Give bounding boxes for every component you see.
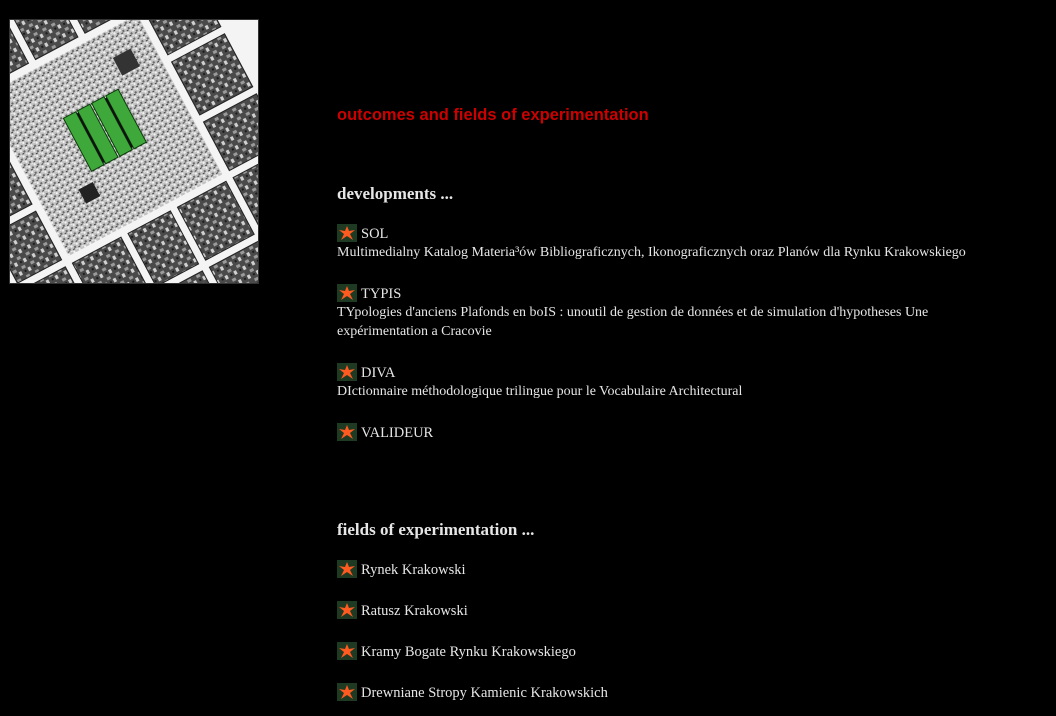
field-item-kramy: [337, 641, 1017, 661]
orange-star-bullet-icon: [337, 601, 357, 619]
field-item-ratusz: [337, 600, 1017, 620]
orange-star-bullet-icon: [337, 683, 357, 701]
development-item-valideur: [337, 422, 1017, 442]
fields-heading: fields of experimentation ...: [337, 520, 535, 539]
development-desc-typis: TYpologies d'anciens Plafonds en boIS : unoutil de gestion de données et de simulation d'hypotheses Une expérimentation a Cracovie: [337, 305, 929, 339]
page-title: outcomes and fields of experimentation: [337, 106, 649, 124]
field-link-kramy[interactable]: Kramy Bogate Rynku Krakowskiego: [361, 643, 576, 660]
field-link-stropy[interactable]: Drewniane Stropy Kamienic Krakowskich: [361, 684, 608, 701]
orange-star-bullet-icon: [337, 423, 357, 441]
city-map-image: [9, 19, 259, 284]
development-item-diva: [337, 362, 1017, 401]
orange-star-bullet-icon: [337, 560, 357, 578]
field-item-rynek: [337, 559, 1017, 579]
field-link-ratusz[interactable]: Ratusz Krakowski: [361, 602, 468, 619]
orange-star-bullet-icon: [337, 363, 357, 381]
development-desc-diva: DIctionnaire méthodologique trilingue pour le Vocabulaire Architectural: [337, 384, 743, 399]
development-item-typis: [337, 283, 1017, 341]
orange-star-bullet-icon: [337, 284, 357, 302]
orange-star-bullet-icon: [337, 224, 357, 242]
development-desc-sol: Multimedialny Katalog Materia³ów Bibliograficznych, Ikonograficznych oraz Planów dla Rynku Krakowskiego: [337, 245, 966, 260]
development-link-typis[interactable]: TYPIS: [361, 285, 402, 302]
field-link-rynek[interactable]: Rynek Krakowski: [361, 561, 466, 578]
development-link-sol[interactable]: SOL: [361, 225, 389, 242]
developments-heading: developments ...: [337, 184, 454, 203]
field-item-stropy: [337, 682, 1017, 702]
development-item-sol: [337, 223, 1017, 262]
development-link-valideur[interactable]: VALIDEUR: [361, 424, 434, 441]
orange-star-bullet-icon: [337, 642, 357, 660]
development-link-diva[interactable]: DIVA: [361, 364, 396, 381]
